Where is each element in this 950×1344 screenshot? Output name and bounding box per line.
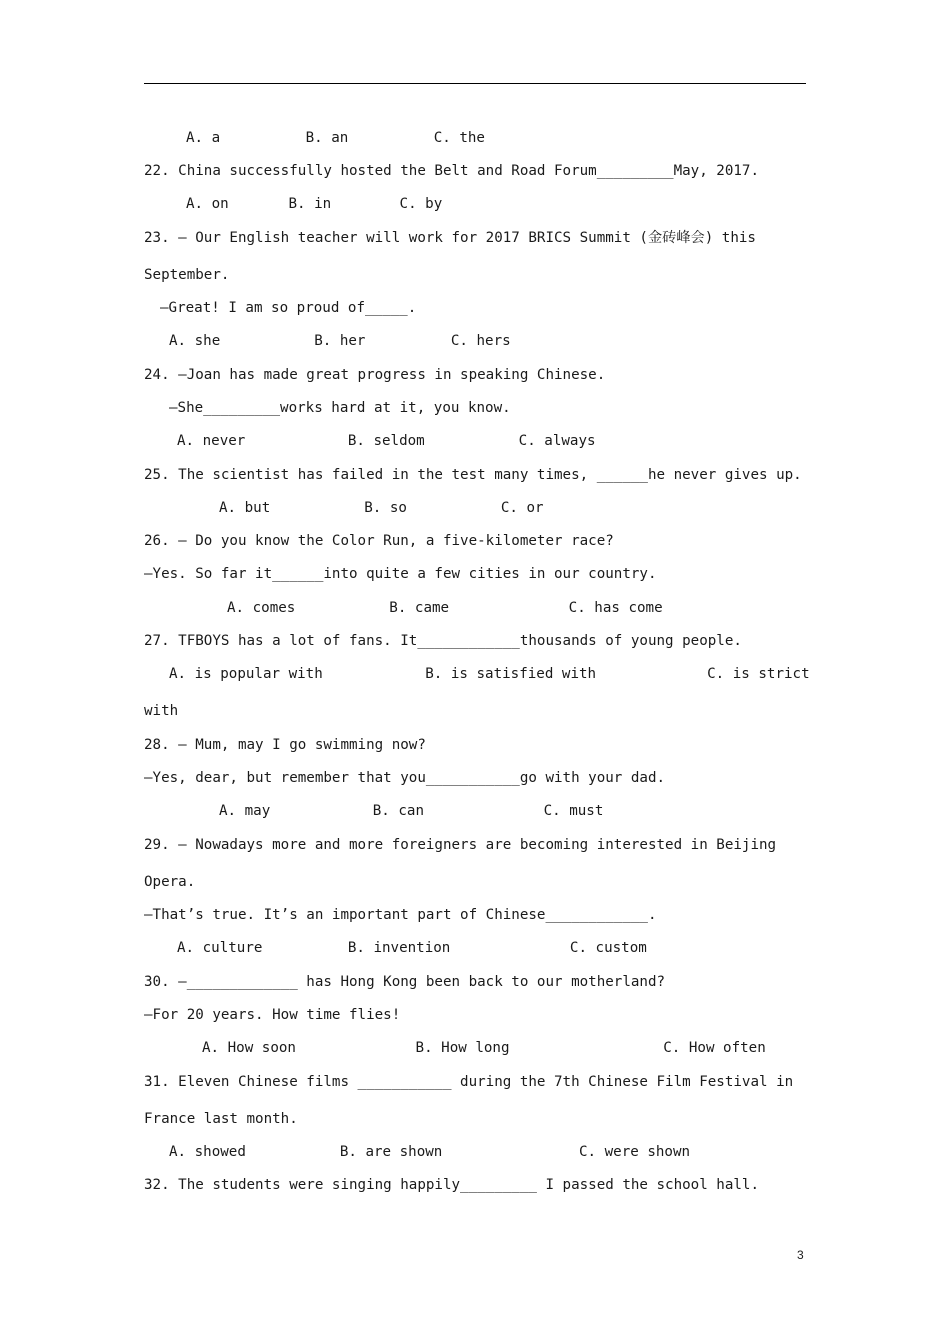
page-number: 3 [797,1248,804,1262]
q21-options: A. a B. an C. the [186,130,485,146]
q22-options: A. on B. in C. by [186,196,443,212]
q27-options-cont: with [144,703,179,719]
q27-stem: 27. TFBOYS has a lot of fans. It____________thousands of young people. [144,633,742,649]
q29-options: A. culture B. invention C. custom [177,940,647,956]
q26-reply: —Yes. So far it______into quite a few cities in our country. [144,566,657,582]
q24-reply: —She_________works hard at it, you know. [169,400,511,416]
q29-stem: 29. — Nowadays more and more foreigners are becoming interested in Beijing [144,837,777,853]
q25-stem: 25. The scientist has failed in the test many times, ______he never gives up. [144,467,802,483]
q22-stem: 22. China successfully hosted the Belt and Road Forum_________May, 2017. [144,163,759,179]
q26-options: A. comes B. came C. has come [227,600,663,616]
header-rule [144,83,806,84]
q30-stem: 30. —_____________ has Hong Kong been back to our motherland? [144,974,666,990]
q30-options: A. How soon B. How long C. How often [202,1040,766,1056]
q25-options: A. but B. so C. or [219,500,544,516]
q28-reply: —Yes, dear, but remember that you___________go with your dad. [144,770,666,786]
q28-options: A. may B. can C. must [219,803,604,819]
q23-reply: —Great! I am so proud of_____. [160,300,417,316]
q31-stem-cont: France last month. [144,1111,298,1127]
q32-stem: 32. The students were singing happily_________ I passed the school hall. [144,1177,759,1193]
q28-stem: 28. — Mum, may I go swimming now? [144,737,426,753]
q24-stem: 24. —Joan has made great progress in speaking Chinese. [144,367,606,383]
q23-stem: 23. — Our English teacher will work for 2017 BRICS Summit (金砖峰会) this [144,230,756,246]
q26-stem: 26. — Do you know the Color Run, a five-kilometer race? [144,533,614,549]
q23-stem-cont: September. [144,267,230,283]
q29-stem-cont: Opera. [144,874,196,890]
q31-stem: 31. Eleven Chinese films ___________ during the 7th Chinese Film Festival in [144,1074,794,1090]
q24-options: A. never B. seldom C. always [177,433,596,449]
q31-options: A. showed B. are shown C. were shown [169,1144,691,1160]
q30-reply: —For 20 years. How time flies! [144,1007,401,1023]
q27-options: A. is popular with B. is satisfied with C. is strict [169,666,810,682]
q23-options: A. she B. her C. hers [169,333,511,349]
q29-reply: —That’s true. It’s an important part of Chinese____________. [144,907,657,923]
